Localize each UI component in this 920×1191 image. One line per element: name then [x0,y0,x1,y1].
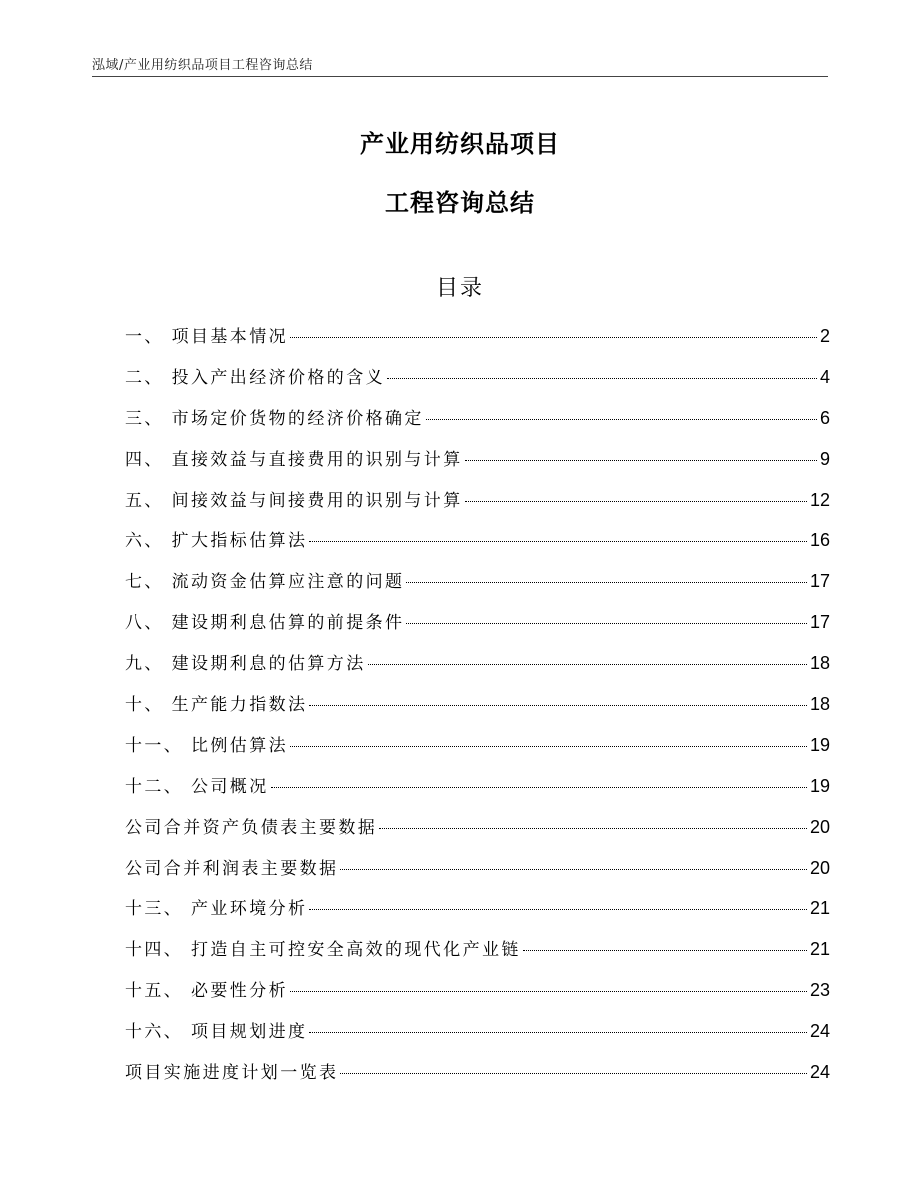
toc-entry[interactable] [125,365,830,406]
toc-dot-leader [387,377,817,379]
toc-dot-leader [290,336,817,338]
toc-dot-leader [406,622,807,624]
table-of-contents [125,324,830,1101]
toc-dot-leader [426,418,817,420]
toc-dot-leader [523,949,807,951]
toc-entry-page-number: 18 [809,694,830,715]
toc-entry[interactable] [125,651,830,692]
toc-entry-label: 三、 市场定价货物的经济价格确定 [125,408,424,429]
toc-dot-leader [309,704,807,706]
toc-dot-leader [290,745,807,747]
toc-entry-label: 十五、 必要性分析 [125,981,289,1002]
toc-dot-leader [406,581,807,583]
toc-entry-page-number: 17 [809,612,830,633]
toc-entry[interactable] [125,937,830,978]
toc-entry[interactable] [125,815,830,856]
toc-entry-page-number: 20 [809,857,830,878]
toc-entry[interactable] [125,447,830,488]
toc-dot-leader [309,540,807,542]
document-title-line-1: 产业用纺织品项目 [360,130,560,158]
toc-entry[interactable] [125,896,830,937]
toc-dot-leader [271,786,807,788]
toc-entry-label: 十一、 比例估算法 [125,735,289,756]
toc-dot-leader [379,827,807,829]
toc-dot-leader [340,1072,807,1074]
toc-entry-label: 九、 建设期利息的估算方法 [125,654,366,675]
toc-dot-leader [465,459,817,461]
toc-entry-label: 四、 直接效益与直接费用的识别与计算 [125,449,463,470]
toc-entry[interactable] [125,856,830,897]
toc-entry-page-number: 4 [819,366,830,387]
toc-dot-leader [290,990,807,992]
toc-entry-page-number: 20 [809,816,830,837]
running-header: 泓域/产业用纺织品项目工程咨询总结 [92,58,313,73]
toc-dot-leader [340,868,807,870]
toc-dot-leader [309,1031,807,1033]
toc-entry[interactable] [125,1060,830,1101]
toc-entry-label: 十三、 产业环境分析 [125,899,308,920]
document-title-line-2: 工程咨询总结 [385,189,535,217]
toc-entry-label: 十四、 打造自主可控安全高效的现代化产业链 [125,940,521,961]
toc-entry-page-number: 19 [809,775,830,796]
toc-dot-leader [309,908,807,910]
toc-entry[interactable] [125,528,830,569]
toc-entry-label: 公司合并利润表主要数据 [125,858,339,879]
toc-entry[interactable] [125,569,830,610]
toc-entry[interactable] [125,324,830,365]
header-rule [92,76,828,77]
toc-entry-label: 二、 投入产出经济价格的含义 [125,367,386,388]
toc-entry-label: 七、 流动资金估算应注意的问题 [125,572,405,593]
toc-entry-label: 项目实施进度计划一览表 [125,1063,339,1084]
toc-heading: 目录 [435,276,484,301]
toc-entry-page-number: 2 [819,326,830,346]
toc-entry-label: 十六、 项目规划进度 [125,1022,308,1043]
toc-entry-page-number: 12 [809,489,830,510]
toc-entry-label: 公司合并资产负债表主要数据 [125,817,378,838]
toc-entry-page-number: 21 [809,898,830,919]
toc-entry-page-number: 19 [809,734,830,755]
toc-entry-label: 八、 建设期利息估算的前提条件 [125,613,405,634]
toc-entry-page-number: 18 [809,653,830,674]
toc-entry-page-number: 24 [809,1062,830,1083]
toc-dot-leader [465,500,807,502]
toc-entry-label: 六、 扩大指标估算法 [125,531,308,552]
toc-entry-label: 一、 项目基本情况 [125,327,289,347]
toc-entry-page-number: 21 [809,939,830,960]
toc-dot-leader [368,663,807,665]
toc-entry[interactable] [125,406,830,447]
toc-entry[interactable] [125,978,830,1019]
toc-entry-page-number: 23 [809,980,830,1001]
toc-entry-label: 十二、 公司概况 [125,776,269,797]
toc-entry-page-number: 9 [819,448,830,469]
toc-entry-page-number: 24 [809,1021,830,1042]
toc-entry-page-number: 6 [819,407,830,428]
toc-entry[interactable] [125,774,830,815]
toc-entry[interactable] [125,733,830,774]
toc-entry-label: 十、 生产能力指数法 [125,695,308,716]
toc-entry[interactable] [125,610,830,651]
toc-entry[interactable] [125,692,830,733]
toc-entry[interactable] [125,488,830,529]
toc-entry-page-number: 16 [809,530,830,551]
toc-entry[interactable] [125,1019,830,1060]
toc-entry-page-number: 17 [809,571,830,592]
toc-entry-label: 五、 间接效益与间接费用的识别与计算 [125,490,463,511]
